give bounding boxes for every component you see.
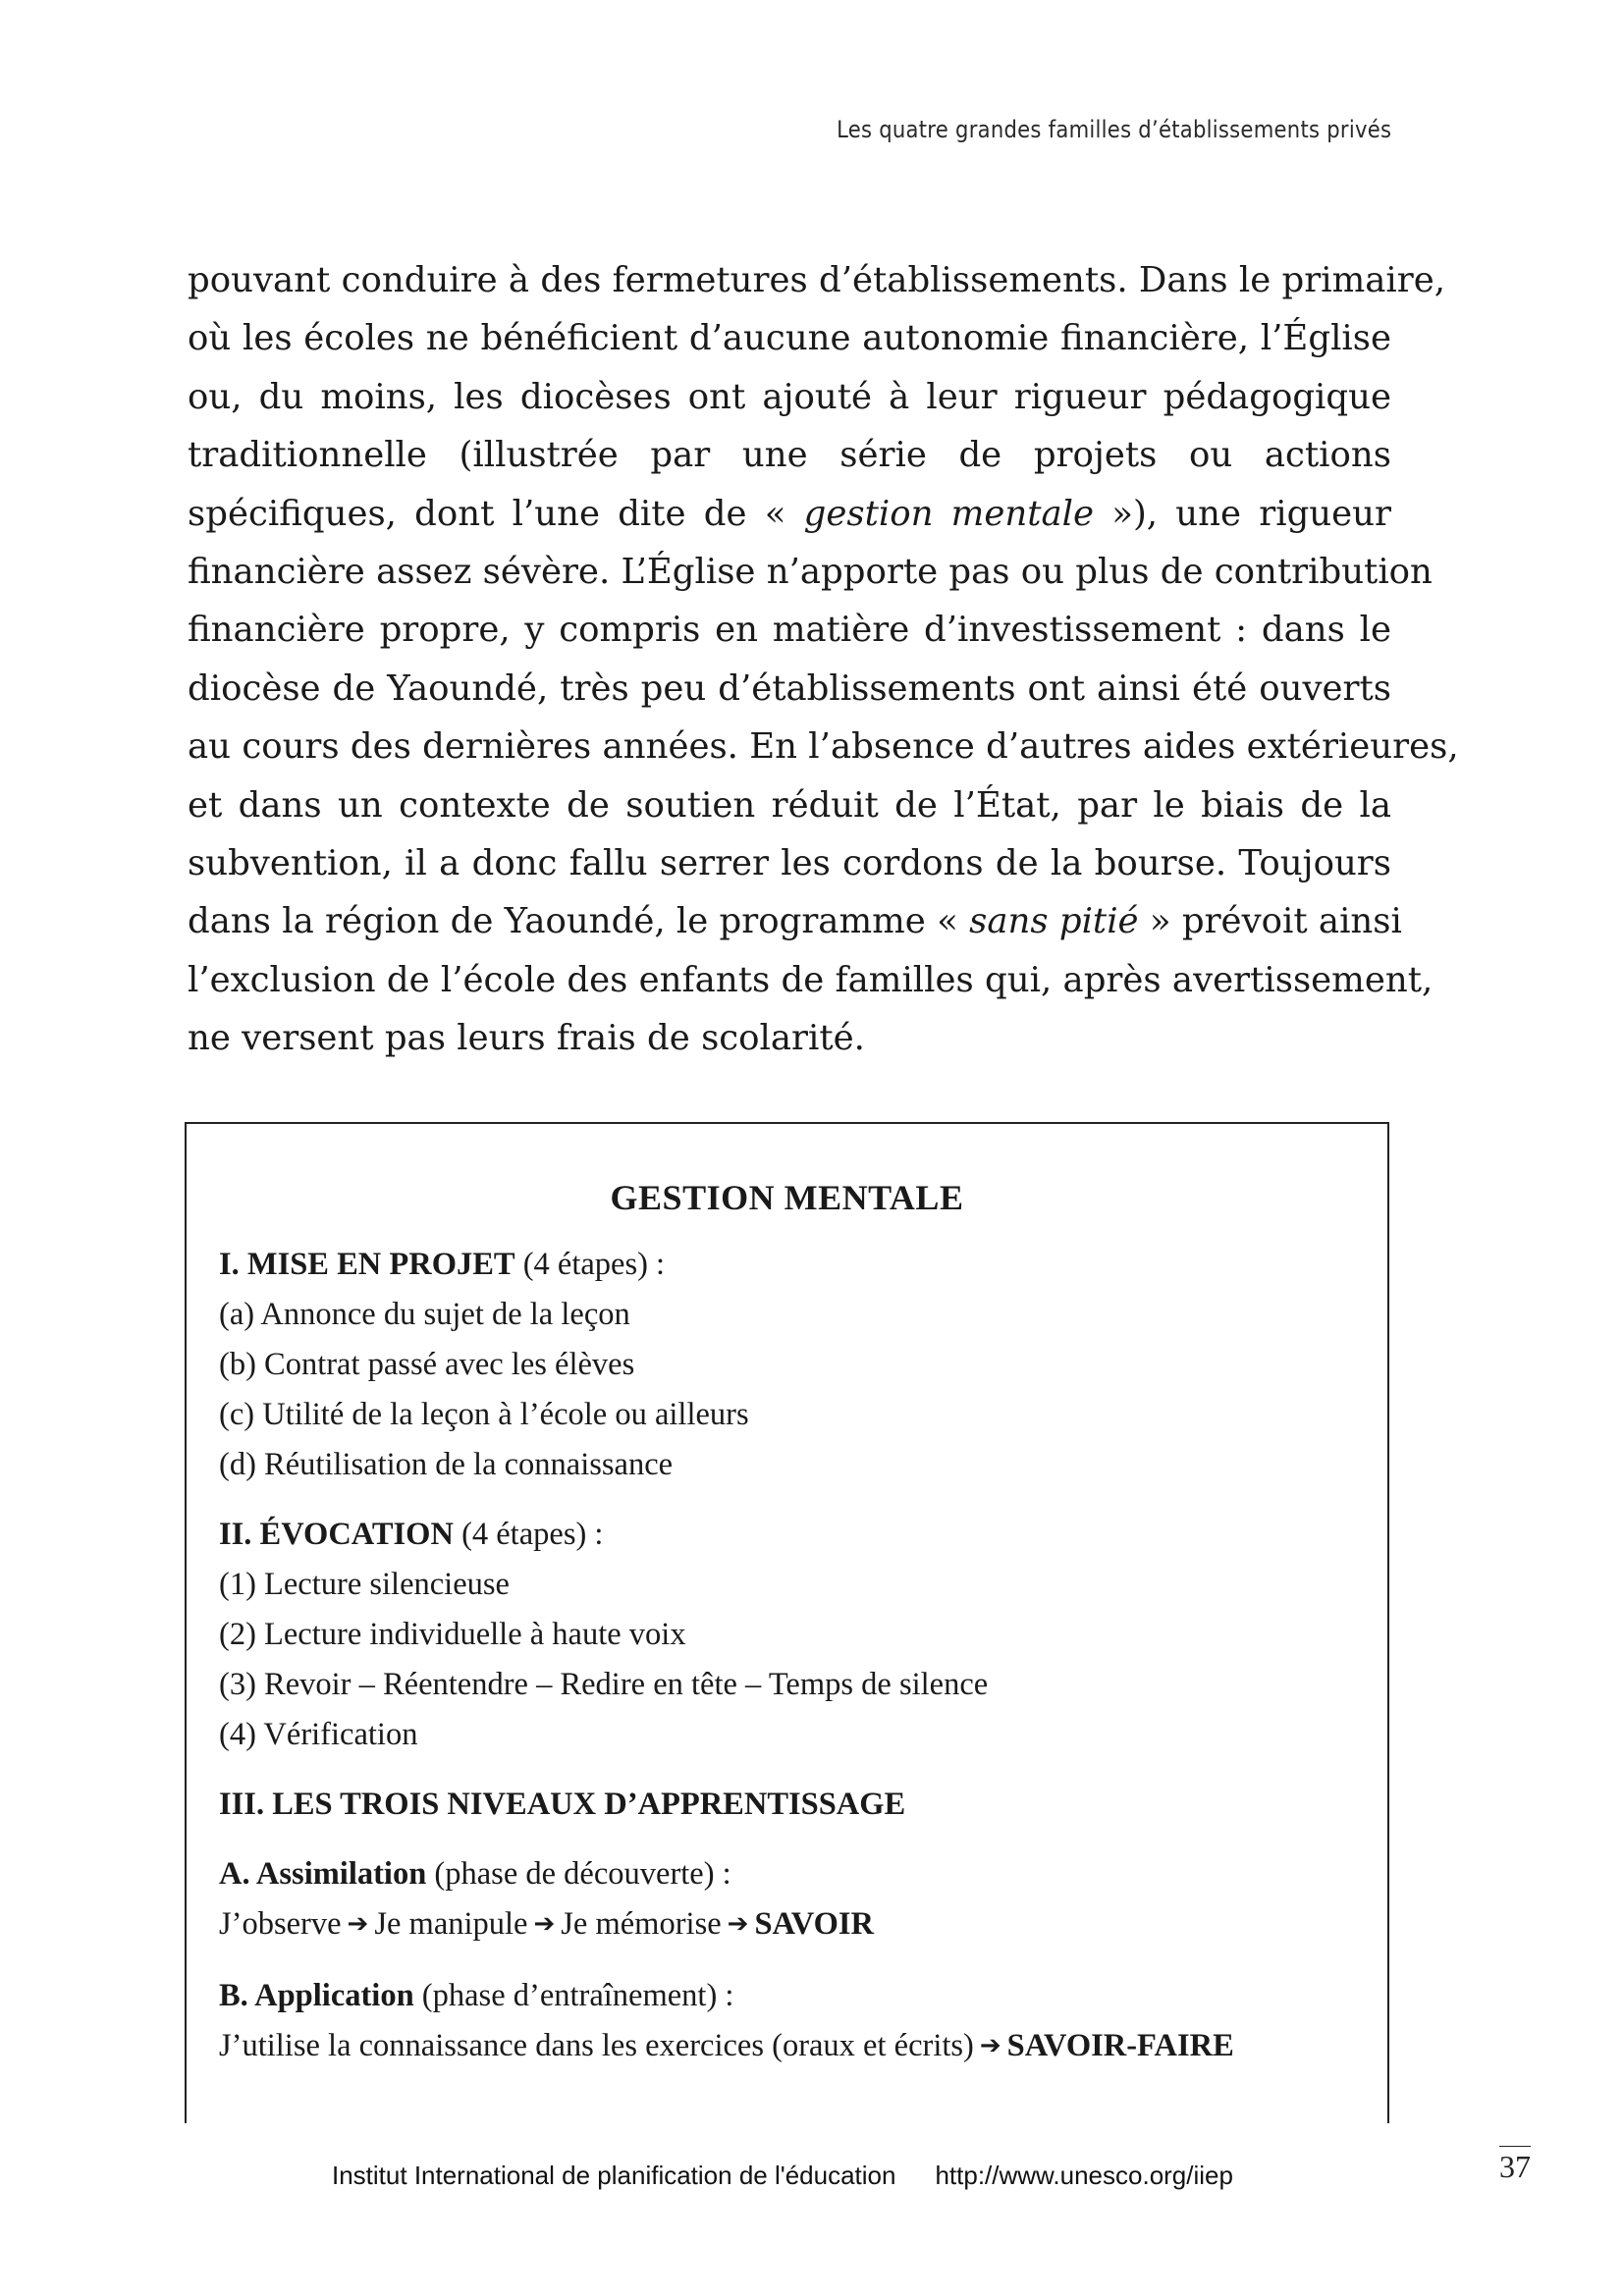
body-line: ou, du moins, les diocèses ont ajouté à leur rigueur pédagogique xyxy=(188,376,1391,417)
emphasis-gestion-mentale: gestion mentale xyxy=(803,493,1095,534)
assimilation-steps xyxy=(219,1899,1368,1951)
list-item: (b) Contrat passé avec les élèves xyxy=(219,1347,635,1382)
body-line: subvention, il a donc fallu serrer les cordons de la bourse. Toujours xyxy=(188,843,1391,884)
result-savoir: SAVOIR xyxy=(754,1906,875,1942)
list-item: (c) Utilité de la leçon à l’école ou ailleurs xyxy=(219,1397,749,1432)
list-item: (a) Annonce du sujet de la leçon xyxy=(219,1297,630,1332)
body-line: l’exclusion de l’école des enfants de familles qui, après avertissement, xyxy=(188,959,1434,1000)
step: J’utilise la connaissance dans les exercices (oraux et écrits) xyxy=(219,2028,974,2063)
section-suffix: (4 étapes) : xyxy=(453,1517,604,1552)
result-savoir-faire: SAVOIR-FAIRE xyxy=(1006,2028,1234,2063)
application-steps xyxy=(219,2021,1368,2073)
gestion-mentale-box xyxy=(185,1122,1389,2123)
list-item: (3) Revoir – Réentendre – Redire en tête – Temps de silence xyxy=(219,1667,989,1702)
list-item: (1) Lecture silencieuse xyxy=(219,1567,510,1602)
running-header: Les quatre grandes familles d’établissements privés xyxy=(836,116,1391,143)
section-heading xyxy=(219,1780,1368,1830)
subsection-suffix: (phase d’entraînement) : xyxy=(413,1978,734,2013)
body-line: diocèse de Yaoundé, très peu d’établissements ont ainsi été ouverts xyxy=(188,667,1391,709)
box-content xyxy=(219,1240,1368,2073)
body-paragraph xyxy=(188,251,1459,1068)
emphasis-sans-pitie: sans pitié xyxy=(969,901,1139,942)
section-title: III. LES TROIS NIVEAUX D’APPRENTISSAGE xyxy=(219,1787,906,1822)
body-text-fragment: » prévoit ainsi xyxy=(1138,901,1402,942)
body-line: financière propre, y compris en matière d’investissement : dans le xyxy=(188,610,1391,651)
body-line: où les écoles ne bénéficient d’aucune autonomie financière, l’Église xyxy=(188,318,1391,359)
subsection-heading xyxy=(219,1849,1368,1899)
box-title: GESTION MENTALE xyxy=(610,1178,964,1217)
body-line xyxy=(188,892,1402,950)
subsection-suffix: (phase de découverte) : xyxy=(426,1856,731,1892)
body-text-fragment: »), une rigueur xyxy=(1094,493,1391,534)
body-text-fragment: spécifiques, dont l’une dite de « xyxy=(188,493,804,534)
body-line: au cours des dernières années. En l’absence d’autres aides extérieures, xyxy=(188,726,1459,768)
step: J’observe xyxy=(219,1906,342,1942)
footer-url: http://www.unesco.org/iiep xyxy=(935,2161,1233,2190)
body-line: et dans un contexte de soutien réduit de l’État, par le biais de la xyxy=(188,784,1391,826)
body-text-fragment: dans la région de Yaoundé, le programme « xyxy=(188,901,970,942)
arrow-right-icon: ➔ xyxy=(347,1909,369,1939)
step: Je mémorise xyxy=(561,1906,722,1942)
arrow-right-icon: ➔ xyxy=(533,1909,556,1939)
list-item: (4) Vérification xyxy=(219,1717,418,1752)
body-line: traditionnelle (illustrée par une série de projets ou actions xyxy=(188,435,1391,476)
section-title: I. MISE EN PROJET xyxy=(219,1247,515,1282)
section-title: II. ÉVOCATION xyxy=(219,1517,454,1552)
body-line xyxy=(188,485,1391,543)
list-item: (2) Lecture individuelle à haute voix xyxy=(219,1617,686,1652)
subsection-title: B. Application xyxy=(219,1978,414,2013)
footer xyxy=(332,2161,1233,2191)
subsection-heading xyxy=(219,1971,1368,2021)
step: Je manipule xyxy=(374,1906,528,1942)
footer-institute: Institut International de planification de l'éducation xyxy=(332,2161,896,2190)
body-line: pouvant conduire à des fermetures d’établissements. Dans le primaire, xyxy=(188,260,1446,300)
section-suffix: (4 étapes) : xyxy=(514,1247,666,1282)
body-line: ne versent pas leurs frais de scolarité. xyxy=(188,1018,865,1059)
page-number: 37 xyxy=(1499,2146,1531,2185)
arrow-right-icon: ➔ xyxy=(979,2031,1001,2060)
section-heading xyxy=(219,1240,1368,1290)
list-item: (d) Réutilisation de la connaissance xyxy=(219,1447,674,1482)
section-heading xyxy=(219,1510,1368,1560)
arrow-right-icon: ➔ xyxy=(727,1909,749,1939)
body-line: financière assez sévère. L’Église n’apporte pas ou plus de contribution xyxy=(188,552,1433,593)
subsection-title: A. Assimilation xyxy=(219,1856,427,1892)
